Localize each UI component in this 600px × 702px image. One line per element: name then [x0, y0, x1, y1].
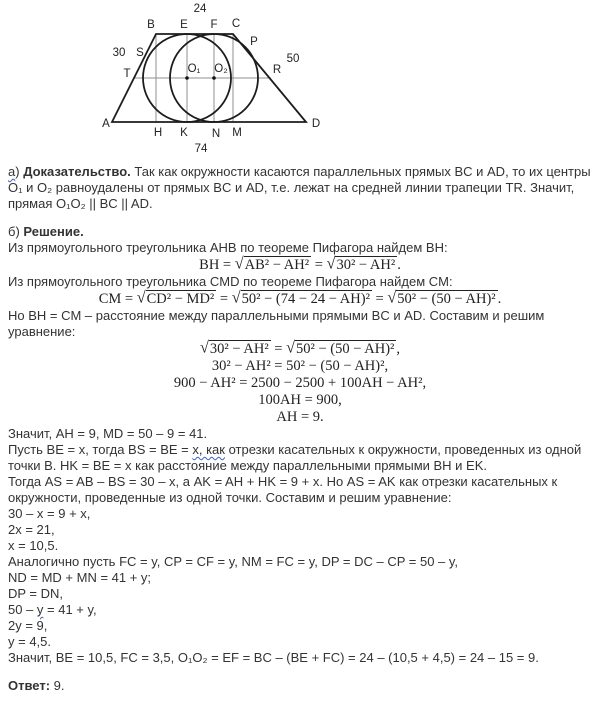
text-span: Значит, BE = 10,5, FC = 3,5, O₁O₂ = EF = BC – (BE + FC) = 24 – (10,5 + 4,5) = 24 – 15 = 9. [8, 650, 539, 665]
text-span: AH = 9. [276, 409, 324, 425]
diagram-label-point-s: S [136, 47, 144, 59]
equation-line [8, 375, 592, 392]
diagram-label-bottom-length: 74 [194, 143, 208, 155]
text-line [8, 506, 592, 522]
paragraph-gap [8, 666, 592, 678]
diagram-label-left-length: 30 [112, 47, 126, 59]
diagram-label-right-length: 50 [286, 53, 300, 65]
text-span: = 41 + y, [43, 602, 97, 617]
diagram-label-point-k: K [180, 127, 188, 139]
text-line [8, 586, 592, 602]
sqrt-expression [234, 254, 311, 273]
radicand: 50² − (74 − 24 − AH)² [241, 291, 370, 307]
radical-sign: √ [326, 254, 336, 273]
text-span: Значит, AH = 9, MD = 50 – 9 = 41. [8, 426, 208, 441]
text-line [8, 474, 592, 506]
equation-line [8, 256, 592, 274]
solution-text [0, 158, 600, 702]
diagram-label-point-h: H [153, 127, 163, 139]
text-line [8, 224, 592, 240]
text-line [8, 678, 592, 694]
spellcheck-word: x, как [192, 442, 225, 457]
text-line [8, 274, 592, 290]
radicand: 30² − AH² [209, 341, 269, 357]
text-span: ) [15, 164, 24, 179]
diagram-label-vertex-c: C [231, 18, 241, 30]
text-line [8, 650, 592, 666]
radicand: 30² − AH² [336, 257, 396, 273]
text-span: , [396, 341, 401, 357]
sqrt-expression [326, 254, 398, 273]
text-span: 2x = 21, [8, 522, 55, 537]
sqrt-expression [231, 288, 372, 307]
text-span: Так как окружности касаются параллельных прямых BC и AD, то их центры O₁ и O₂ равноудалены от прямых BC и AD, т.е. лежат на средней линии трапеции TR. Значит, прямая O₁O₂ || BC || AD. [8, 164, 591, 211]
radical-sign: √ [231, 288, 241, 307]
diagram-label-point-m: M [232, 127, 242, 139]
text-span: . [397, 257, 401, 273]
text-span: Из прямоугольного треугольника CMD по теореме Пифагора найдем CM: [8, 274, 453, 289]
text-span: Аналогично пусть FC = y, CP = CF = y, NM = FC = y, DP = DC – CP = 50 – y, [8, 554, 459, 569]
equation-line [8, 358, 592, 375]
text-span: Но BH = CM – расстояние между параллельными прямыми BC и AD. Составим и решим уравнение: [8, 308, 545, 339]
radicand: 50² − (50 − AH)² [296, 341, 395, 357]
radical-sign: √ [286, 338, 296, 357]
diagram-label-top-length: 24 [193, 3, 207, 15]
diagram-label-vertex-d: D [311, 118, 321, 130]
center-dot-o1 [185, 76, 189, 80]
equation-line [8, 290, 592, 308]
text-span: Тогда AS = AB – BS = 30 – x, а AK = AH + HK = 9 + x. Но AS = AK как отрезки касательных к окружности, проведенные из одной точки. Составим и решим уравнение: [8, 474, 558, 505]
text-span: 9. [50, 678, 65, 693]
diagram-labels [102, 3, 320, 155]
sqrt-expression [199, 338, 271, 357]
radical-sign: √ [387, 288, 397, 307]
text-span: 100AH = 900, [258, 392, 342, 408]
text-span: DP = DN, [8, 586, 64, 601]
diagram-label-point-t: T [123, 68, 131, 80]
spellcheck-word: y [36, 602, 44, 617]
text-span: 30² − AH² = 50² − (50 − AH)², [211, 358, 389, 374]
text-line [8, 164, 592, 212]
diagram-label-vertex-a: A [102, 118, 110, 130]
text-span: 30 – x = 9 + x, [8, 506, 91, 521]
radical-sign: √ [136, 288, 146, 307]
geometry-figure [0, 0, 600, 158]
text-line [8, 308, 592, 340]
text-span: BH = [199, 257, 235, 273]
text-span: y = 4,5. [8, 634, 51, 649]
radicand: CD² − MD² [146, 291, 215, 307]
text-span: 50 – [8, 602, 37, 617]
diagram-label-point-f: F [210, 19, 218, 31]
trapezoid-diagram [0, 0, 600, 158]
sqrt-expression [286, 338, 396, 357]
text-line [8, 554, 592, 570]
bold-text: Доказательство. [23, 164, 131, 179]
text-line [8, 618, 592, 634]
equation-line [8, 340, 592, 358]
diagram-label-point-e: E [180, 19, 188, 31]
text-line [8, 442, 592, 474]
text-span: x = 10,5. [8, 538, 59, 553]
text-span: Пусть BE = x, тогда BS = BE = [8, 442, 193, 457]
text-span: б) [8, 224, 24, 239]
text-span: = [371, 291, 388, 307]
radicand: AB² − AH² [244, 257, 310, 273]
center-dot-o2 [212, 76, 216, 80]
text-span: = [216, 291, 232, 307]
text-line [8, 634, 592, 650]
text-span: Из прямоугольного треугольника AHB по теореме Пифагора найдем BH: [8, 240, 448, 255]
text-span: . [497, 291, 502, 307]
diagram-label-point-n: N [211, 128, 221, 140]
diagram-label-vertex-b: B [147, 19, 155, 31]
bold-text: Ответ: [8, 678, 51, 693]
text-span: CM = [98, 291, 137, 307]
text-span: 2y = 9, [8, 618, 48, 633]
equation-line [8, 409, 592, 426]
text-span: 900 − AH² = 2500 − 2500 + 100AH − AH², [173, 375, 427, 391]
bold-text: Решение. [23, 224, 84, 239]
radicand: 50² − (50 − AH)² [397, 291, 496, 307]
text-line [8, 522, 592, 538]
diagram-label-point-r: R [272, 64, 282, 76]
diagram-label-center-o1: O₁ [187, 63, 201, 75]
sqrt-expression [387, 288, 497, 307]
text-span: ND = MD + MN = 41 + y; [8, 570, 152, 585]
text-line [8, 538, 592, 554]
diagram-label-center-o2: O₂ [214, 63, 228, 75]
radical-sign: √ [199, 338, 209, 357]
diagram-label-point-p: P [250, 36, 258, 48]
spellcheck-word: а [8, 164, 16, 179]
sqrt-expression [136, 288, 217, 307]
text-line [8, 240, 592, 256]
text-line [8, 602, 592, 618]
paragraph-gap [8, 212, 592, 224]
equation-line [8, 392, 592, 409]
text-span: = [311, 257, 327, 273]
radical-sign: √ [234, 254, 244, 273]
text-line [8, 426, 592, 442]
text-span: отрезки касательных к окружности, проведенных из одной точки B. HK = BE = x как расстояние между параллельными прямыми BH и EK. [8, 442, 582, 473]
text-span: = [270, 341, 287, 357]
text-line [8, 570, 592, 586]
